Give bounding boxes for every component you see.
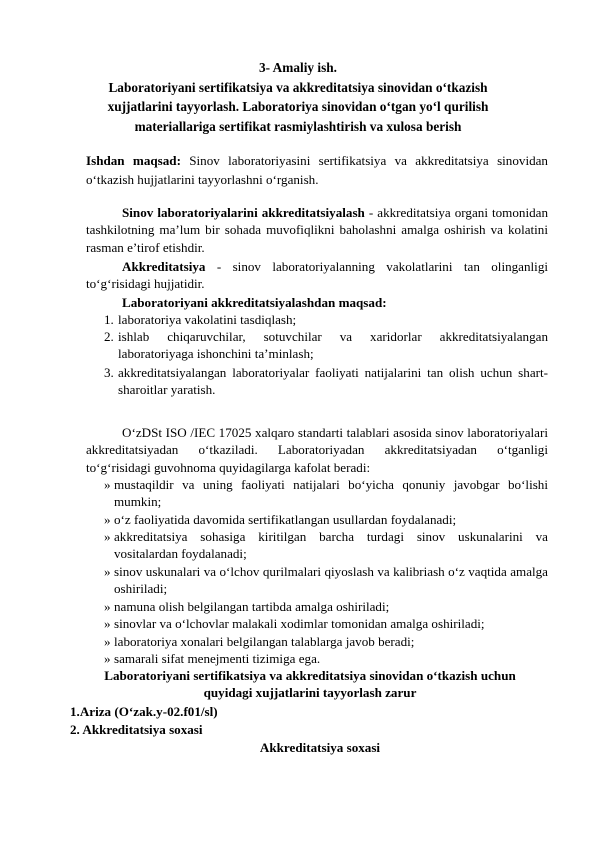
bullet-marker: »	[104, 529, 111, 544]
bullet-marker: »	[104, 564, 111, 579]
bullet-marker: »	[104, 477, 111, 492]
definition-text-2: - sinov laboratoriyalanning vakolatlarini tan olinganligi to‘g‘risidagi hujjatidir.	[86, 259, 548, 292]
bullet-marker: »	[104, 651, 111, 666]
bullet-marker: »	[104, 634, 111, 649]
bullet-item	[104, 615, 548, 632]
practical-work-number: 3- Amaliy ish.	[259, 60, 337, 75]
list-number: 2.	[104, 329, 114, 344]
documents-item-accreditation-scope: 2. Akkreditatsiya soxasi	[70, 722, 203, 737]
bullet-text: namuna olish belgilangan tartibda amalga oshiriladi;	[114, 599, 390, 614]
bullet-marker: »	[104, 616, 111, 631]
bullet-text: o‘z faoliyatida davomida sertifikatlangan usullardan foydalanadi;	[114, 512, 457, 527]
term-lab-accreditation: Sinov laboratoriyalarini akkreditatsiyalash	[122, 205, 365, 220]
term-accreditation: Akkreditatsiya	[122, 259, 206, 274]
list-item-text: akkreditatsiyalangan laboratoriyalar faoliyati natijalarini tan olish uchun shart-sharoitlar yaratish.	[118, 365, 548, 398]
goal-paragraph	[86, 151, 548, 189]
list-item	[104, 364, 548, 399]
definition-accreditation	[86, 258, 548, 293]
bullet-text: laboratoriya xonalari belgilangan talablarga javob beradi;	[114, 634, 415, 649]
bullet-item	[104, 598, 548, 615]
bullet-item	[104, 511, 548, 528]
list-item-text: ishlab chiqaruvchilar, sotuvchilar va xaridorlar akkreditatsiyalangan laboratoriyaga ishonchini ta’minlash;	[118, 329, 548, 362]
list-number: 1.	[104, 312, 114, 327]
section-caption: Akkreditatsiya soxasi	[259, 740, 381, 755]
bullet-marker: »	[104, 512, 111, 527]
bullet-text: samarali sifat menejmenti tizimiga ega.	[114, 651, 321, 666]
title-line-1: Laboratoriyani sertifikatsiya va akkreditatsiya sinovidan o‘tkazish	[108, 79, 488, 95]
bullet-item	[104, 633, 548, 650]
bullet-text: sinovlar va o‘lchovlar malakali xodimlar tomonidan amalga oshiriladi;	[114, 616, 485, 631]
standard-paragraph: O‘zDSt ISO /IEC 17025 xalqaro standarti talablari asosida sinov laboratoriyalari akkreditatsiyadan o‘tkaziladi. Laboratoriyadan akkreditatsiyadan o‘tganligi to‘g‘risidagi guvohnoma quyidagilarga kafolat beradi:	[86, 425, 548, 475]
goal-text: Sinov laboratoriyasini sertifikatsiya va akkreditatsiya sinovidan o‘tkazish hujjatlarini tayyorlashni o‘rganish.	[86, 153, 548, 187]
documents-item-application: 1.Ariza (O‘zak.y-02.f01/sl)	[70, 704, 218, 719]
documents-heading-line-1: Laboratoriyani sertifikatsiya va akkreditatsiya sinovidan o‘tkazish uchun	[104, 668, 516, 683]
bullet-item	[104, 528, 548, 563]
list-number: 3.	[104, 365, 114, 380]
title-block	[60, 58, 536, 136]
title-line-2: xujjatlarini tayyorlash. Laboratoriya sinovidan o‘tgan yo‘l qurilish	[107, 99, 489, 114]
bullet-text: mustaqildir va uning faoliyati natijalari bo‘yicha qonuniy javobgar bo‘lishi mumkin;	[114, 477, 548, 510]
bullet-text: sinov uskunalari va o‘lchov qurilmalari qiyoslash va kalibriash o‘z vaqtida amalga oshiriladi;	[114, 564, 548, 597]
title-line-3: materiallariga sertifikat rasmiylashtirish va xulosa berish	[134, 118, 462, 134]
bullet-item	[104, 563, 548, 598]
definition-accreditation-of-labs	[86, 204, 548, 256]
bullet-text: akkreditatsiya sohasiga kiritilgan barcha turdagi sinov uskunalarini va vositalardan foydalanadi;	[114, 529, 548, 562]
bullet-item	[104, 650, 548, 667]
definition-text-1: - akkreditatsiya organi tomonidan tashkilotning ma’lum bir sohada muvofiqlikni baholashni amalga oshirish va kolatini rasman e’tirof etishdir.	[86, 205, 548, 255]
documents-heading	[70, 667, 550, 702]
documents-heading-line-2: quyidagi xujjatlarini tayyorlash zarur	[203, 685, 417, 701]
bullet-item	[104, 476, 548, 511]
goal-label: Ishdan maqsad:	[86, 153, 181, 168]
list-item-text: laboratoriya vakolatini tasdiqlash;	[118, 312, 297, 327]
bullet-marker: »	[104, 599, 111, 614]
accreditation-goal-heading: Laboratoriyani akkreditatsiyalashdan maqsad:	[122, 295, 387, 310]
list-item	[104, 328, 548, 363]
